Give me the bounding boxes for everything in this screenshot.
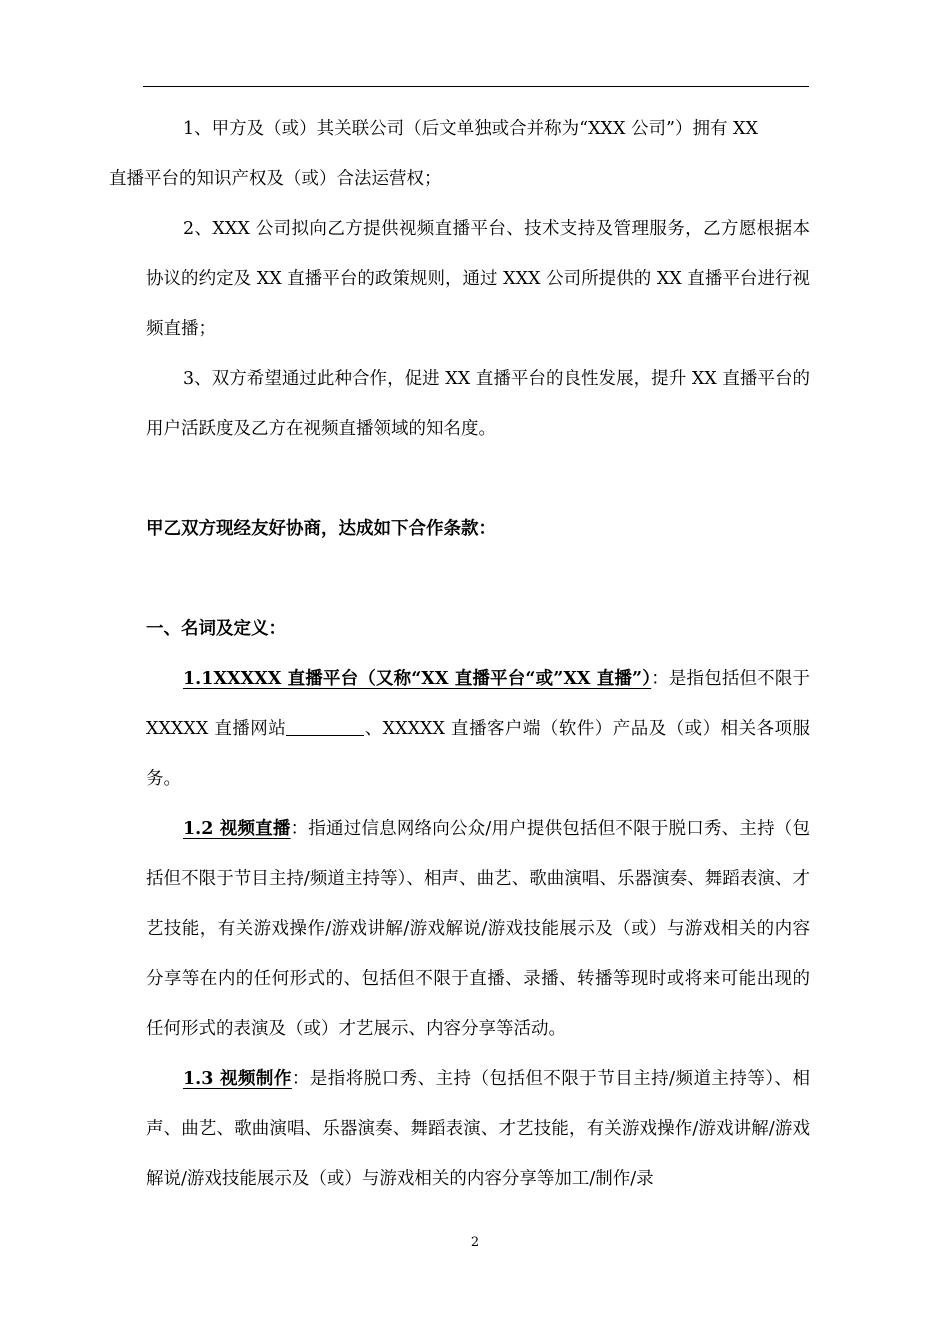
definition-1-2-text: ：指通过信息网络向公众/用户提供包括但不限于脱口秀、主持（包括但不限于节目主持/频道主持等）、相声、曲艺、歌曲演唱、乐器演奏、舞蹈表演、才艺技能，有关游戏操作/游戏讲解/游戏解说/游戏技能展示及（或）与游戏相关的内容分享等在内的任何形式的、包括但不限于直播、录播、转播等现时或将来可能出现的任何形式的表演及（或）才艺展示、内容分享等活动。: [146, 819, 810, 1039]
definition-1-3: [146, 1054, 810, 1204]
definition-1-2: [146, 804, 810, 1054]
paragraph-2: 2、XXX 公司拟向乙方提供视频直播平台、技术支持及管理服务，乙方愿根据本协议的约定及 XX 直播平台的政策规则，通过 XXX 公司所提供的 XX 直播平台进行视频直播；: [146, 219, 810, 339]
paragraph-3: 3、双方希望通过此种合作，促进 XX 直播平台的良性发展，提升 XX 直播平台的用户活跃度及乙方在视频直播领域的知名度。: [146, 369, 810, 439]
paragraph-1-line-2: 直播平台的知识产权及（或）合法运营权；: [109, 169, 442, 189]
definition-1-1-term: 1.1XXXXX 直播平台（又称“XX 直播平台“或”XX 直播”）: [183, 669, 652, 689]
definition-1-1-text-b: 、XXXXX 直播客户端（软件）产品及（或）相关各项服务。: [146, 719, 811, 789]
definition-1-1: [146, 654, 810, 804]
agreement-heading: 甲乙双方现经友好协商，达成如下合作条款：: [146, 519, 496, 539]
header-rule: [143, 86, 809, 87]
definition-1-3-term: 1.3 视频制作: [183, 1069, 292, 1089]
document-body: [109, 104, 811, 1204]
page-number: 2: [470, 1235, 480, 1250]
section-1-heading: 一、名词及定义：: [146, 619, 286, 639]
blank-line: [286, 717, 364, 736]
definition-1-1-text-a: ：是指包括但不限于 XXXXX 直播网站: [146, 669, 811, 739]
definition-1-2-term: 1.2 视频直播: [183, 819, 291, 839]
paragraph-1-line-1: 1、甲方及（或）其关联公司（后文单独或合并称为“XXX 公司”）拥有 XX: [183, 119, 758, 139]
definition-1-3-text: ：是指将脱口秀、主持（包括但不限于节目主持/频道主持等）、相声、曲艺、歌曲演唱、乐器演奏、舞蹈表演、才艺技能，有关游戏操作/游戏讲解/游戏解说/游戏技能展示及（或）与游戏相关的内容分享等加工/制作/录: [146, 1069, 810, 1189]
paragraph-1: [109, 104, 810, 204]
